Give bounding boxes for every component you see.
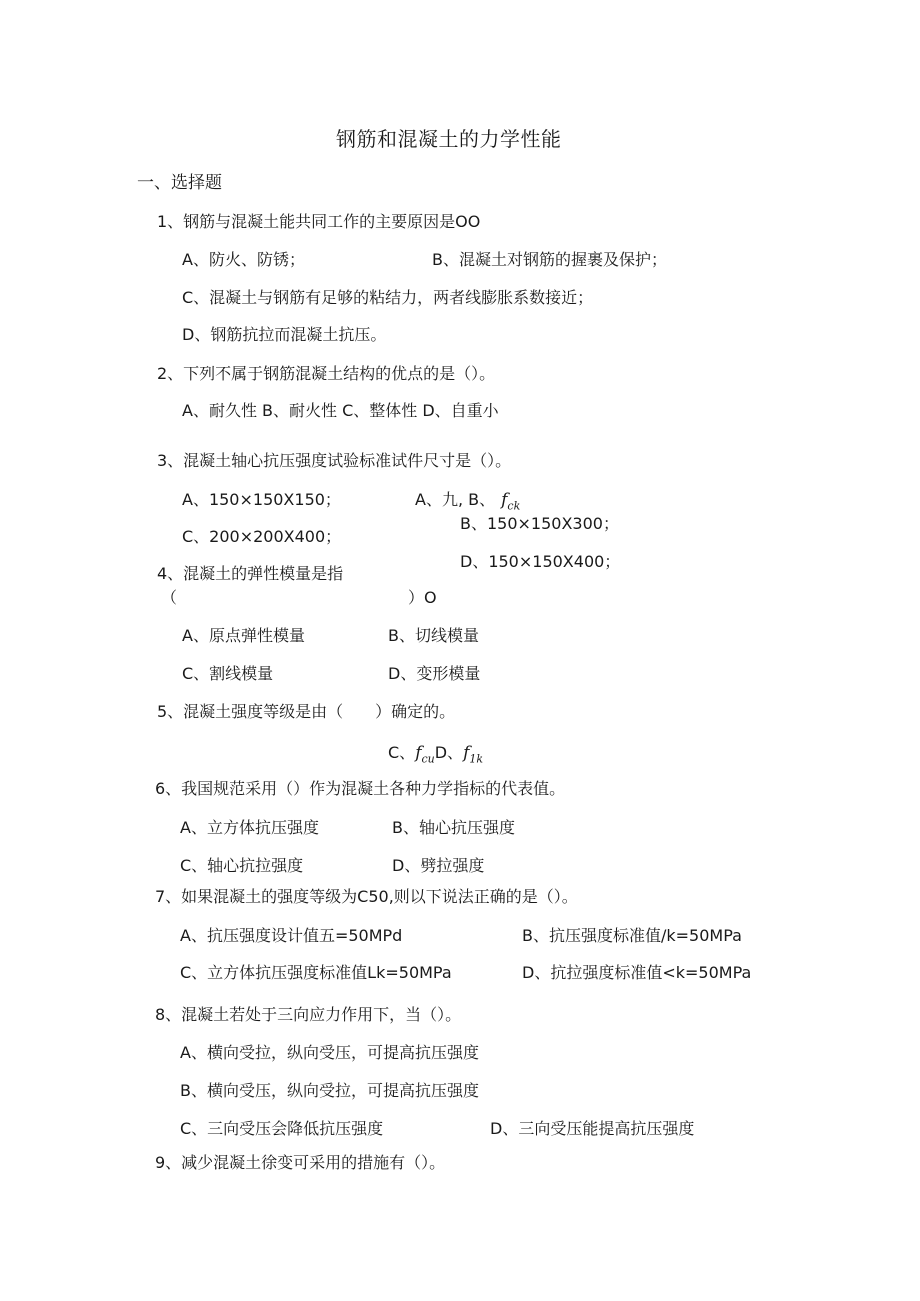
question-8-option-b: B、横向受压，纵向受拉，可提高抗压强度 (180, 1081, 479, 1100)
question-7-option-b: B、抗压强度标准值/k=50MPa (522, 926, 742, 945)
question-7-option-a: A、抗压强度设计值五=50MPd (180, 926, 403, 945)
question-5-stem: 5、混凝土强度等级是由（ ）确定的。 (157, 702, 456, 721)
question-3-option-c: C、200×200X400； (182, 527, 342, 546)
question-6-option-b: B、轴心抗压强度 (392, 818, 515, 837)
question-1-option-a: A、防火、防锈； (182, 250, 305, 269)
question-7-option-c: C、立方体抗压强度标准值Lk=50MPa (180, 963, 452, 982)
question-4-option-b: B、切线模量 (388, 626, 479, 645)
question-3-option-d: D、150×150X400； (460, 552, 621, 571)
question-7-option-d: D、抗拉强度标准值<k=50MPa (522, 963, 752, 982)
stray-prefix: A、九, B、 (415, 490, 496, 509)
question-5-options (388, 743, 483, 769)
question-3-option-a: A、150×150X150； (182, 490, 341, 509)
question-7-stem: 7、如果混凝土的强度等级为C50,则以下说法正确的是（）。 (155, 887, 578, 906)
question-4-option-d: D、变形模量 (388, 664, 481, 683)
question-1-option-c: C、混凝土与钢筋有足够的粘结力，两者线膨胀系数接近； (182, 288, 594, 307)
question-8-option-c: C、三向受压会降低抗压强度 (180, 1119, 384, 1138)
question-1-option-d: D、钢筋抗拉而混凝土抗压。 (182, 325, 387, 344)
section-heading: 一、选择题 (137, 173, 222, 193)
question-8-stem: 8、混凝土若处于三向应力作用下，当（）。 (155, 1005, 462, 1024)
option-d-prefix: D、 (434, 743, 464, 762)
page-title: 钢筋和混凝土的力学性能 (336, 127, 562, 151)
question-6-option-d: D、劈拉强度 (392, 856, 485, 875)
option-c-prefix: C、 (388, 743, 416, 762)
formula-f-1k: $f_{1k}$ (463, 743, 484, 766)
question-6-stem: 6、我国规范采用（）作为混凝土各种力学指标的代表值。 (155, 779, 566, 798)
question-4-stem: 4、混凝土的弹性模量是指 (157, 564, 344, 583)
question-4-option-a: A、原点弹性模量 (182, 626, 305, 645)
formula-f-ck: $f_{ck}$ (501, 490, 521, 513)
question-6-option-c: C、轴心抗拉强度 (180, 856, 304, 875)
question-1-stem: 1、钢筋与混凝土能共同工作的主要原因是OO (157, 212, 481, 231)
question-6-option-a: A、立方体抗压强度 (180, 818, 319, 837)
question-2-options: A、耐久性 B、耐火性 C、整体性 D、自重小 (182, 401, 499, 420)
question-3-stray-text (415, 490, 520, 516)
question-4-paren-close: ）O (408, 588, 437, 607)
question-3-option-b: B、150×150X300； (460, 514, 619, 533)
question-4-paren-open: （ (161, 588, 178, 607)
question-8-option-d: D、三向受压能提高抗压强度 (490, 1119, 695, 1138)
question-2-stem: 2、下列不属于钢筋混凝土结构的优点的是（）。 (157, 364, 496, 383)
question-3-stem: 3、混凝土轴心抗压强度试验标准试件尺寸是（）。 (157, 451, 512, 470)
question-4-option-c: C、割线模量 (182, 664, 274, 683)
question-1-option-b: B、混凝土对钢筋的握裹及保护； (432, 250, 667, 269)
question-9-stem: 9、减少混凝土徐变可采用的措施有（）。 (155, 1153, 446, 1172)
question-8-option-a: A、横向受拉，纵向受压，可提高抗压强度 (180, 1043, 479, 1062)
formula-f-cu: $f_{cu}$ (415, 743, 435, 766)
